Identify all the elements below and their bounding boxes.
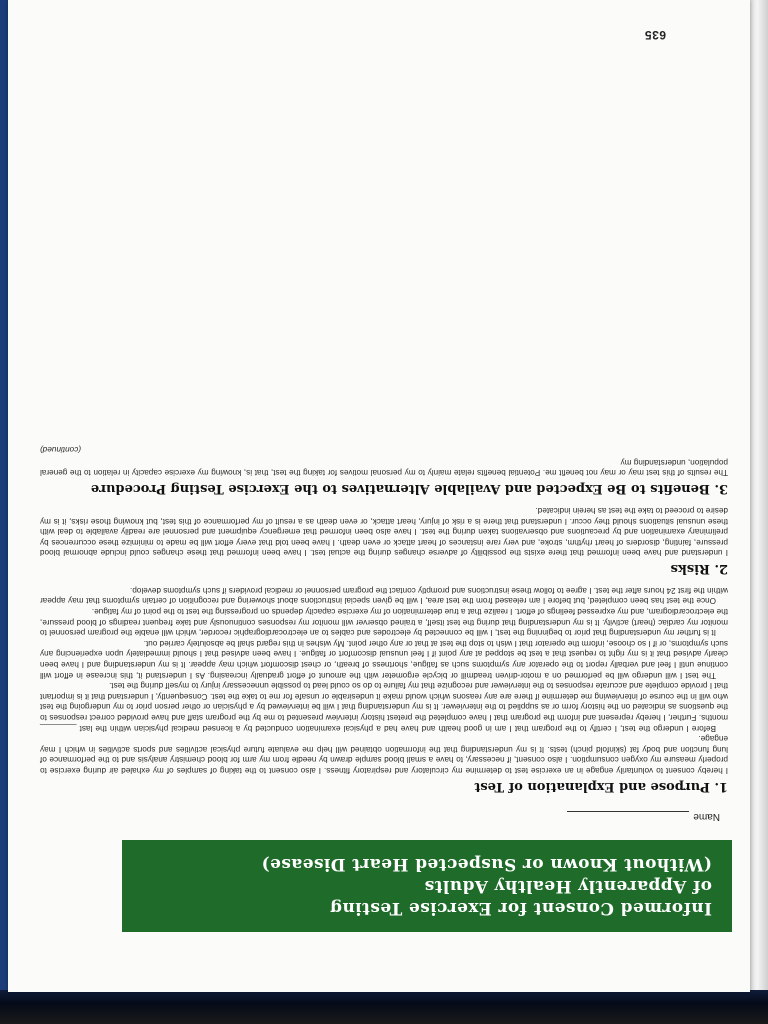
rotated-page-content: [8, 0, 750, 992]
consent-body: [40, 445, 728, 802]
paragraph: I understand and have been informed that there exists the possibility of adverse changes during the actual test. I have been informed that these changes could include abnormal blood pressure, fainting, disorders of heart rhythm, stroke, and very rare instances of heart attack or even death. I have been told that every effort will be made to minimize these occurrences by preliminary examination and by precautions and observations taken during the test. I have also been informed that emergency equipment and personnel are readily available to deal with these unusual situations should they occur. I understand that there is a risk of injury, heart attack, or even death as a result of my performance of this test, but knowing those risks, it is my desire to proceed to take the test as herein indicated.: [40, 505, 728, 558]
name-blank-line: [567, 811, 689, 822]
section-heading-benefits: 3. Benefits to Be Expected and Available Alternatives to the Exercise Testing Procedure: [90, 481, 728, 497]
paragraph: The test I will undergo will be performed on a motor-driven treadmill or bicycle ergometer with the amount of effort gradually increasing. As I understand it, this increase in effort will continue until I feel and verbally report to the operator any symptoms such as fatigue, shortness of breath, or chest discomfort which may appear. It is my understanding and I have been clearly advised that it is my right to request that a test be stopped at any point if I feel unusual discomfort or fatigue. I have been advised that I should immediately upon experiencing any such symptoms, or if I so choose, inform the operator that I wish to stop the test at that or any other point. My wishes in this regard shall be absolutely carried out.: [40, 638, 728, 680]
paragraph: Before I undergo the test, I certify to the program that I am in good health and have had a physical examination conducted by a licensed medical physician within the last ________ months. Further, I hereby represent and inform the program that I have completed the pretest history interview presented to me by the program staff and have provided correct responses to the questions as indicated on the history form or as supplied to the interviewer. It is my understanding that I will be interviewed by a physician or other person prior to my undergoing the test who will in the course of interviewing me determine if there are any reasons which would make it undesirable or unsafe for me to take the test. Consequently, I understand that it is important that I provide complete and accurate responses to the interviewer and recognize that my failure to do so could lead to possible unnecessary injury to myself during the test.: [40, 681, 728, 733]
title-line-1: Informed Consent for Exercise Testing: [329, 898, 712, 918]
paragraph: The results of this test may or may not benefit me. Potential benefits relate mainly to my personal motives for taking the test, that is, knowing my exercise capacity in relation to the general population, understanding my: [40, 457, 728, 478]
section-heading-purpose: 1. Purpose and Explanation of Test: [474, 779, 728, 794]
paragraph: It is further my understanding that prior to beginning the test, I will be connected by electrodes and cables to an electrocardiographic recorder, which will enable the program personnel to monitor my cardiac (heart) activity. It is my understanding that during the test itself, a trained observer will monitor my responses continuously and take frequent readings of blood pressure, the electrocardiogram, and my expressed feelings of effort. I realize that a true determination of my exercise capacity depends on progressing the test to the point of my fatigue.: [40, 607, 728, 638]
paragraph: Once the test has been completed, but before I am released from the test area, I will be given special instructions about showering and recognition of certain symptoms that may appear within the first 24 hours after the test. I agree to follow these instructions and promptly contact the program personnel or medical providers if such symptoms develop.: [40, 585, 728, 606]
document-page: [8, 0, 750, 992]
name-field: [567, 811, 720, 822]
book-binding-shadow: [0, 990, 768, 1024]
page-number: 635: [644, 28, 666, 42]
book-page-edge: [750, 0, 768, 1024]
title-line-2: of Apparently Healthy Adults: [424, 876, 712, 896]
section-heading-risks: 2. Risks: [670, 561, 728, 577]
title-banner: [122, 840, 732, 932]
continued-label: (continued): [40, 445, 81, 455]
paragraph: I hereby consent to voluntarily engage in an exercise test to determine my circulatory and respiratory fitness. I also consent to the taking of samples of my exhaled air during exercise to properly measure my oxygen consumption. I also consent, if necessary, to have a small blood sample drawn by needle from my arm for blood chemistry analysis and to the performance of lung function and body fat (skinfold pinch) tests. It is my understanding that the information obtained will help me evaluate future physical activities and sports activities in which I may engage.: [40, 734, 728, 775]
name-label: Name: [693, 811, 720, 822]
title-line-3: (Without Known or Suspected Heart Disease): [261, 854, 712, 874]
